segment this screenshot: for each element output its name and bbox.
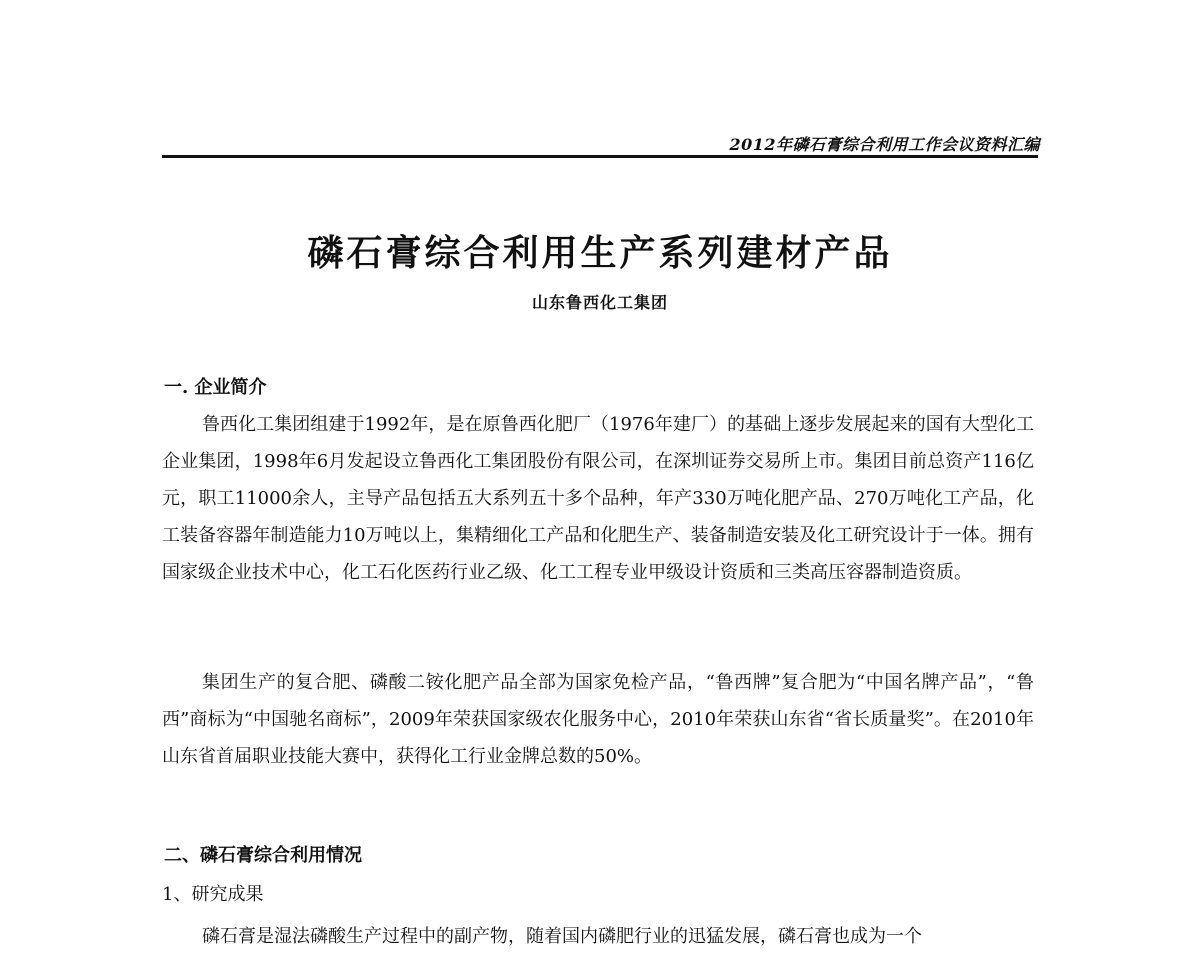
section-heading-utilization: 二、磷石膏综合利用情况 <box>164 845 362 866</box>
document-author: 山东鲁西化工集团 <box>531 293 668 312</box>
paragraph-company-awards: 集团生产的复合肥、磷酸二铵化肥产品全部为国家免检产品，“鲁西牌”复合肥为“中国名牌产品”，“鲁西”商标为“中国驰名商标”，2009年荣获国家级农化服务中心，2010年荣获山东省“省长质量奖”。在2010年山东省首届职业技能大赛中，获得化工行业金牌总数的50%。 <box>162 672 1034 767</box>
running-header: 2012年磷石膏综合利用工作会议资料汇编 <box>729 135 1040 154</box>
subsection-heading-research: 1、研究成果 <box>162 884 264 905</box>
section-heading-company-profile: 一. 企业简介 <box>164 377 267 398</box>
paragraph-company-intro: 鲁西化工集团组建于1992年，是在原鲁西化肥厂（1976年建厂）的基础上逐步发展起来的国有大型化工企业集团，1998年6月发起设立鲁西化工集团股份有限公司，在深圳证券交易所上市。集团目前总资产116亿元，职工11000余人，主导产品包括五大系列五十多个品种，年产330万吨化肥产品、270万吨化工产品，化工装备容器年制造能力10万吨以上，集精细化工产品和化肥生产、装备制造安装及化工研究设计于一体。拥有国家级企业技术中心，化工石化医药行业乙级、化工工程专业甲级设计资质和三类高压容器制造资质。 <box>162 414 1034 583</box>
document-title: 磷石膏综合利用生产系列建材产品 <box>307 232 893 274</box>
paragraph-research: 磷石膏是湿法磷酸生产过程中的副产物，随着国内磷肥行业的迅猛发展，磷石膏也成为一个 <box>202 926 922 947</box>
header-rule <box>162 155 1038 158</box>
